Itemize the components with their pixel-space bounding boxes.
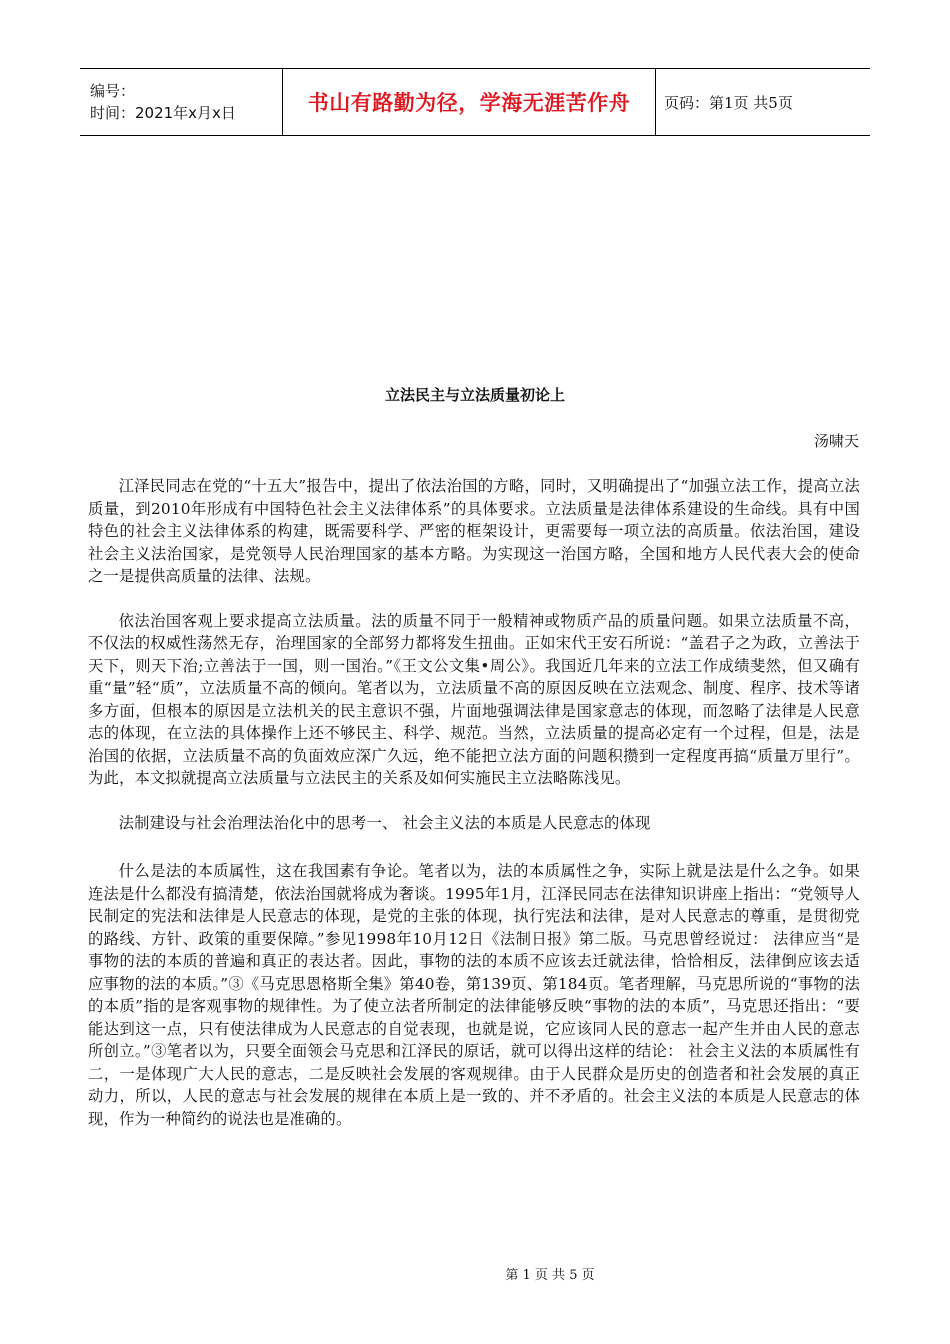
header-page-info [656, 69, 870, 135]
number-label: 编号： [90, 82, 136, 100]
paragraph: 依法治国客观上要求提高立法质量。法的质量不同于一般精神或物质产品的质量问题。如果立法质量不高，不仅法的权威性荡然无存，治理国家的全部努力都将发生扭曲。正如宋代王安石所说：“盖君子之为政，立善法于天下，则天下治;立善法于一国，则一国治。”《王文公文集•周公》。我国近几年来的立法工作成绩斐然，但又确有重“量”轻“质”，立法质量不高的倾向。笔者以为，立法质量不高的原因反映在立法观念、制度、程序、技术等诸多方面，但根本的原因是立法机关的民主意识不强，片面地强调法律是国家意志的体现，而忽略了法律是人民意志的体现，在立法的具体操作上还不够民主、科学、规范。当然，立法质量的提高必定有一个过程，但是，法是治国的依据，立法质量不高的负面效应深广久远，绝不能把立法方面的问题积攒到一定程度再搞“质量万里行”。为此，本文拟就提高立法质量与立法民主的关系及如何实施民主立法略陈浅见。 [88, 611, 860, 787]
document-title: 立法民主与立法质量初论上 [384, 386, 565, 404]
document-body [88, 475, 860, 1152]
paragraph: 什么是法的本质属性，这在我国素有争论。笔者以为，法的本质属性之争，实际上就是法是什么之争。如果连法是什么都没有搞清楚，依法治国就将成为奢谈。1995年1月，江泽民同志在法律知识讲座上指出：“党领导人民制定的宪法和法律是人民意志的体现，是党的主张的体现，执行宪法和法律，是对人民意志的尊重，是贯彻党的路线、方针、政策的重要保障。”参见1998年10月12日《法制日报》第二版。马克思曾经说过： 法律应当“是事物的法的本质的普遍和真正的表达者。因此，事物的法的本质不应该去迁就法律，恰恰相反，法律倒应该去适应事物的法的本质。”③《马克思恩格斯全集》第40卷，第139页、第184页。笔者理解，马克思所说的“事物的法的本质”指的是客观事物的规律性。为了使立法者所制定的法律能够反映“事物的法的本质”，马克思还指出：“要能达到这一点，只有使法律成为人民意志的自觉表现，也就是说，它应该同人民的意志一起产生并由人民的意志所创立。”③笔者以为，只要全面领会马克思和江泽民的原话，就可以得出这样的结论： 社会主义法的本质属性有二，一是体现广大人民的意志，二是反映社会发展的客观规律。由于人民群众是历史的创造者和社会发展的真正动力，所以，人民的意志与社会发展的规律在本质上是一致的、并不矛盾的。社会主义法的本质是人民意志的体现，作为一种简约的说法也是准确的。 [88, 862, 860, 1128]
section-heading: 法制建设与社会治理法治化中的思考一、 社会主义法的本质是人民意志的体现 [118, 813, 651, 832]
page-info-text: 页码：第1页 共5页 [664, 93, 793, 112]
paragraph: 江泽民同志在党的“十五大”报告中，提出了依法治国的方略，同时，又明确提出了“加强立法工作，提高立法质量，到2010年形成有中国特色社会主义法律体系”的具体要求。立法质量是法律体系建设的生命线。具有中国特色的社会主义法律体系的构建，既需要科学、严密的框架设计，更需要每一项立法的高质量。依法治国，建设社会主义法治国家，是党领导人民治理国家的基本方略。为实现这一治国方略，全国和地方人民代表大会的使命之一是提供高质量的法律、法规。 [88, 477, 860, 585]
header-meta [80, 69, 283, 135]
page-footer: 第 1 页 共 5 页 [505, 1268, 595, 1283]
page-header [80, 68, 870, 136]
header-motto-cell [283, 69, 656, 135]
document-author: 汤啸天 [813, 432, 859, 450]
motto-text: 书山有路勤为径，学海无涯苦作舟 [307, 91, 631, 115]
date-label: 时间：2021年x月x日 [90, 104, 236, 122]
